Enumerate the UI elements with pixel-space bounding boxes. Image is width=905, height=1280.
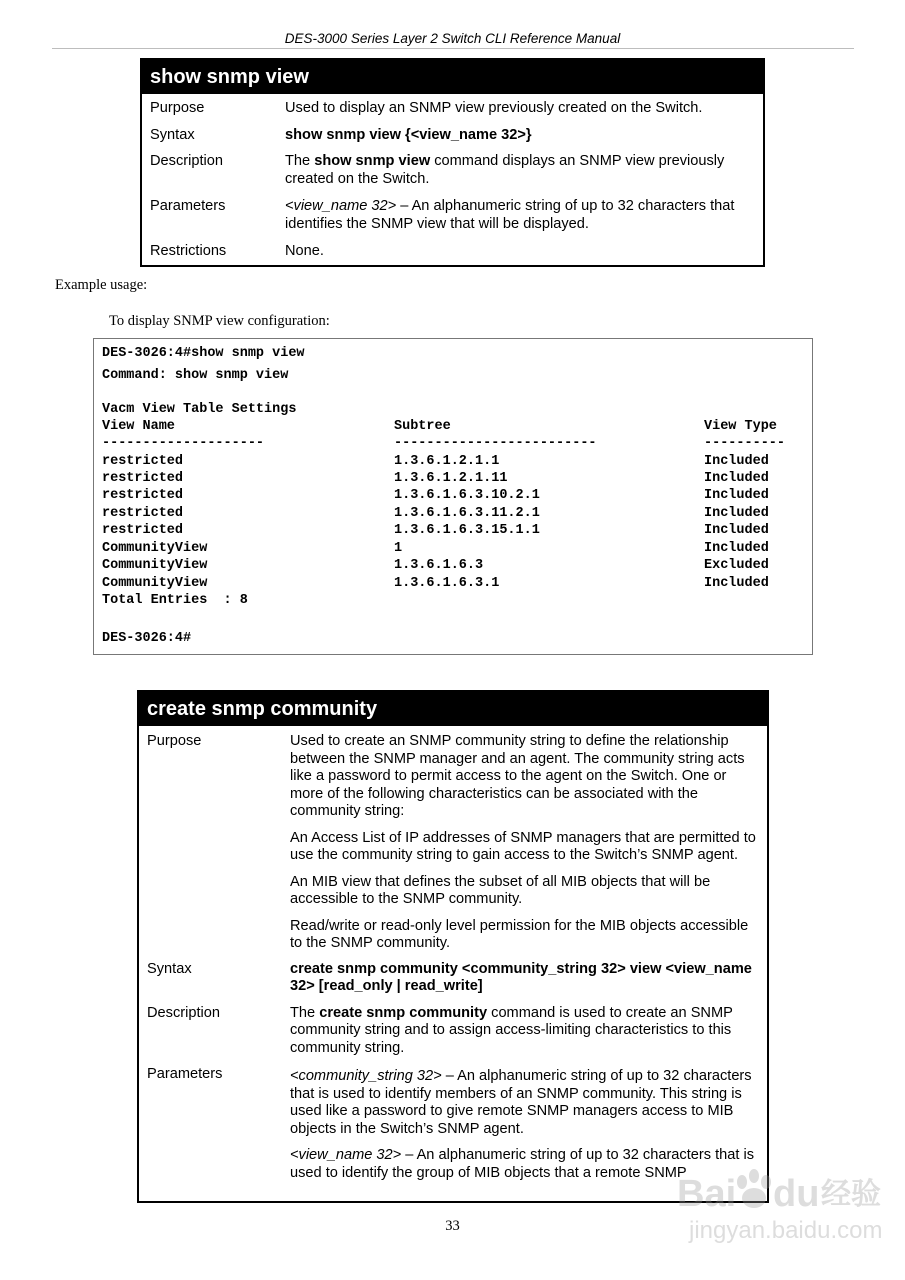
description-row — [142, 153, 763, 191]
watermark-url: jingyan.baidu.com — [689, 1217, 883, 1244]
parameters-value — [285, 198, 763, 236]
sep-view-type: ---------- — [704, 436, 786, 451]
description-label: Description — [150, 153, 223, 169]
watermark-brand: Bai — [677, 1173, 737, 1215]
purpose-paragraph: Read/write or read-only level permission for the MIB objects accessible to the SNMP community. — [290, 917, 749, 951]
col-view-type: View Type — [704, 419, 777, 434]
col-subtree: Subtree — [394, 419, 451, 434]
table-row — [102, 557, 802, 574]
parameter-text: – An alphanumeric string of up to 32 characters that is used to identify the group of MIB objects that a remote SNMP — [290, 1147, 755, 1181]
purpose-label: Purpose — [150, 100, 205, 116]
row-view-name: restricted — [102, 454, 184, 469]
row-view-name: restricted — [102, 488, 184, 503]
row-view-name: CommunityView — [102, 541, 208, 556]
parameter-paragraph — [290, 1068, 761, 1138]
syntax-value: create snmp community <community_string 32> view <view_name 32> [read_only | read_write] — [290, 960, 752, 994]
purpose-value — [290, 733, 767, 953]
sep-view-name: -------------------- — [102, 436, 265, 451]
restrictions-value: None. — [285, 243, 324, 259]
purpose-paragraph: An Access List of IP addresses of SNMP managers that are permitted to use the community string to gain access to the Switch’s SNMP agent. — [290, 829, 756, 863]
table-row — [102, 540, 802, 557]
row-subtree: 1.3.6.1.2.1.11 — [394, 471, 508, 486]
row-view-name: CommunityView — [102, 558, 208, 573]
description-pre: The — [285, 153, 315, 169]
description-label: Description — [147, 1004, 220, 1021]
description-post: command is used to create an SNMP community string and to assign access-limiting characteristics to this community string. — [290, 1004, 733, 1056]
row-view-type: Included — [704, 488, 769, 503]
parameters-label: Parameters — [150, 198, 226, 214]
sep-subtree: ------------------------- — [394, 436, 597, 451]
row-subtree: 1.3.6.1.6.3.11.2.1 — [394, 506, 540, 521]
description-command: show snmp view — [314, 153, 431, 169]
row-subtree: 1.3.6.1.2.1.1 — [394, 454, 500, 469]
parameters-label: Parameters — [147, 1066, 223, 1082]
watermark-chinese: 经验 — [821, 1177, 881, 1212]
syntax-row — [142, 127, 763, 147]
parameter-text: – An alphanumeric string of up to 32 characters that is used to identify members of an SNMP community. This string is used like a password to give remote SNMP managers access to MIB objects in the Switch’s SNMP agent. — [290, 1068, 752, 1137]
manual-header-title: DES-3000 Series Layer 2 Switch CLI Reference Manual — [284, 31, 621, 46]
description-value — [290, 1005, 767, 1058]
row-view-name: restricted — [102, 506, 184, 521]
purpose-row — [139, 733, 767, 953]
table-title: create snmp community — [139, 692, 767, 726]
cli-prompt-command: DES-3026:4#show snmp view — [102, 346, 305, 361]
parameter-paragraph — [290, 1147, 761, 1182]
table-row — [102, 505, 802, 522]
cli-final-prompt: DES-3026:4# — [102, 631, 192, 646]
row-view-type: Included — [704, 576, 769, 591]
cli-table-title: Vacm View Table Settings — [102, 402, 297, 417]
description-value — [285, 153, 763, 191]
purpose-row — [142, 100, 763, 120]
purpose-label: Purpose — [147, 733, 202, 749]
parameters-value — [290, 1066, 767, 1182]
table-title: show snmp view — [142, 60, 763, 94]
parameter-text: – An alphanumeric string of up to 32 characters that identifies the SNMP view that will be displayed. — [285, 198, 735, 232]
row-subtree: 1 — [394, 541, 403, 556]
row-view-name: restricted — [102, 523, 184, 538]
row-view-type: Included — [704, 506, 769, 521]
watermark-brand-tail: du — [773, 1173, 820, 1215]
cli-output-box — [93, 338, 813, 655]
create-snmp-community-table — [137, 690, 769, 1203]
parameter-name: <community_string 32> — [290, 1068, 442, 1084]
example-usage-label: Example usage: — [55, 277, 148, 293]
syntax-label: Syntax — [150, 127, 195, 143]
table-row — [102, 470, 802, 487]
syntax-row — [139, 961, 767, 996]
row-subtree: 1.3.6.1.6.3.10.2.1 — [394, 488, 540, 503]
cli-column-headers — [102, 418, 802, 435]
purpose-paragraph: Used to create an SNMP community string to define the relationship between the SNMP manager and an agent. The community string acts like a password to permit access to the agent on the Switch. One or more of the following characteristics can be associated with the community string: — [290, 733, 745, 819]
cli-separator-line — [102, 435, 802, 452]
table-row — [102, 453, 802, 470]
row-view-type: Included — [704, 471, 769, 486]
show-snmp-view-table — [140, 58, 765, 267]
description-row — [139, 1005, 767, 1058]
example-description: To display SNMP view configuration: — [109, 313, 330, 329]
row-view-type: Excluded — [704, 558, 769, 573]
restrictions-row — [142, 243, 763, 263]
parameter-name: <view_name 32> — [285, 198, 397, 214]
description-post: command displays an SNMP view previously created on the Switch. — [285, 153, 725, 187]
table-row — [102, 575, 802, 592]
row-subtree: 1.3.6.1.6.3.1 — [394, 576, 500, 591]
parameters-row — [139, 1066, 767, 1182]
table-row — [102, 522, 802, 539]
purpose-value: Used to display an SNMP view previously created on the Switch. — [285, 100, 703, 116]
description-pre: The — [290, 1004, 320, 1021]
syntax-label: Syntax — [147, 960, 192, 977]
page-number: 33 — [445, 1218, 460, 1234]
purpose-paragraph: An MIB view that defines the subset of all MIB objects that will be accessible to the SNMP community. — [290, 873, 711, 907]
row-view-name: restricted — [102, 471, 184, 486]
restrictions-label: Restrictions — [150, 243, 227, 259]
row-subtree: 1.3.6.1.6.3.15.1.1 — [394, 523, 540, 538]
row-view-name: CommunityView — [102, 576, 208, 591]
col-view-name: View Name — [102, 419, 175, 434]
syntax-value: show snmp view {<view_name 32>} — [285, 127, 532, 143]
parameters-row — [142, 198, 763, 236]
cli-command-echo: Command: show snmp view — [102, 368, 289, 383]
header-divider — [52, 48, 854, 49]
row-view-type: Included — [704, 523, 769, 538]
row-view-type: Included — [704, 541, 769, 556]
row-view-type: Included — [704, 454, 769, 469]
row-subtree: 1.3.6.1.6.3 — [394, 558, 484, 573]
parameter-name: <view_name 32> — [290, 1147, 402, 1163]
description-command: create snmp community — [319, 1004, 488, 1021]
cli-total-entries: Total Entries : 8 — [102, 593, 248, 608]
table-row — [102, 487, 802, 504]
